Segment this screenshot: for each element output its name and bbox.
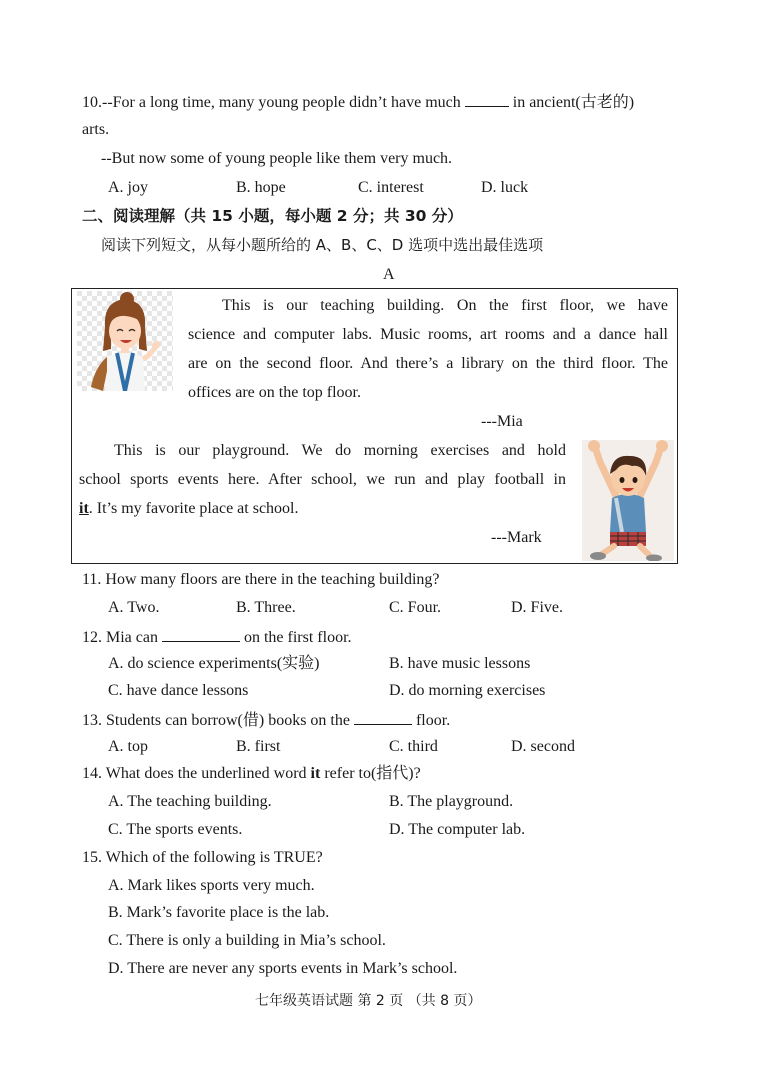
mia-line-1: This is our teaching building. On the first floor, we have [222, 297, 668, 314]
q15-option-c: C. There is only a building in Mia’s school. [108, 932, 386, 949]
q15-option-a: A. Mark likes sports very much. [108, 877, 315, 894]
q14-option-c: C. The sports events. [108, 821, 243, 838]
mark-line-1: This is our playground. We do morning exercises and hold [114, 442, 566, 459]
q13-option-b: B. first [236, 738, 281, 755]
q14-stem-part1: 14. What does the underlined word [82, 765, 307, 782]
q15-stem: 15. Which of the following is TRUE? [82, 849, 323, 866]
q14-option-d: D. The computer lab. [389, 821, 526, 838]
q13-blank [354, 709, 412, 725]
page-footer: 七年级英语试题 第 2 页 （共 8 页） [255, 993, 482, 1009]
q12-stem [82, 626, 352, 648]
q12-blank [162, 626, 240, 642]
boy-illustration [582, 440, 674, 561]
section-instruction: 阅读下列短文，从每小题所给的 A、B、C、D 选项中选出最佳选项 [101, 236, 544, 254]
q12-option-c: C. have dance lessons [108, 682, 249, 699]
q12-stem-part2: on the first floor. [243, 629, 352, 646]
q10-line3: --But now some of young people like them very much. [101, 150, 453, 167]
q12-option-d: D. do morning exercises [389, 682, 546, 699]
q12-option-a: A. do science experiments(实验) [108, 655, 320, 672]
q13-stem [82, 709, 450, 731]
q13-option-a: A. top [108, 738, 148, 755]
q15-option-d: D. There are never any sports events in Mark’s school. [108, 960, 458, 977]
girl-illustration [77, 291, 173, 391]
q13-stem-part1: 13. Students can borrow(借) books on the [82, 712, 350, 729]
underlined-word-it: it [79, 500, 89, 517]
mia-signature: ---Mia [481, 413, 523, 430]
q13-stem-part2: floor. [415, 712, 451, 729]
mark-line-3-rest: . It’s my favorite place at school. [88, 500, 299, 517]
mark-signature: ---Mark [491, 529, 542, 546]
passage-label: A [383, 266, 395, 283]
mark-line-2: school sports events here. After school, we run and play football in [79, 471, 566, 488]
mia-line-2: science and computer labs. Music rooms, art rooms and a dance hall [188, 326, 668, 343]
q10-line2: arts. [82, 121, 110, 138]
q13-option-c: C. third [389, 738, 438, 755]
q10-stem-part1: 10.--For a long time, many young people didn’t have much [82, 94, 461, 111]
q10-option-d: D. luck [481, 179, 529, 196]
q10-option-a: A. joy [108, 179, 148, 196]
q10-stem-part2: in ancient(古老的) [512, 94, 635, 111]
section-title: 二、阅读理解（共 15 小题，每小题 2 分；共 30 分） [82, 207, 463, 225]
q11-option-b: B. Three. [236, 599, 296, 616]
q14-option-a: A. The teaching building. [108, 793, 272, 810]
q11-option-a: A. Two. [108, 599, 160, 616]
q11-stem: 11. How many floors are there in the teaching building? [82, 571, 440, 588]
q11-option-d: D. Five. [511, 599, 563, 616]
mia-line-4: offices are on the top floor. [188, 384, 361, 401]
q10-blank [465, 91, 509, 107]
q14-stem [82, 764, 421, 784]
q15-option-b: B. Mark’s favorite place is the lab. [108, 904, 330, 921]
q11-option-c: C. Four. [389, 599, 442, 616]
mia-line-3: are on the second floor. And there’s a library on the third floor. The [188, 355, 668, 372]
mark-line-3 [79, 499, 299, 519]
q13-option-d: D. second [511, 738, 575, 755]
q14-stem-word: it [310, 765, 321, 782]
q14-stem-part2: refer to(指代)? [324, 765, 421, 782]
q12-stem-part1: 12. Mia can [82, 629, 158, 646]
q12-option-b: B. have music lessons [389, 655, 531, 672]
q10-option-b: B. hope [236, 179, 286, 196]
q10-line1 [82, 91, 634, 113]
q10-option-c: C. interest [358, 179, 424, 196]
q14-option-b: B. The playground. [389, 793, 514, 810]
